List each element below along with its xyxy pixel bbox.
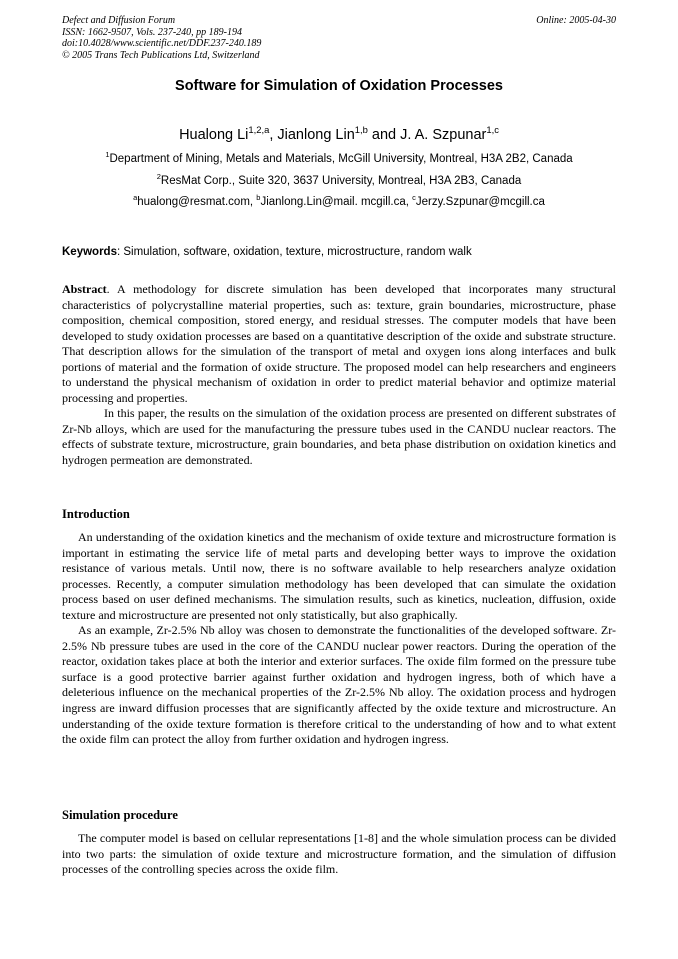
email-line	[0, 193, 678, 208]
abstract-paragraph-1	[62, 282, 616, 406]
affiliation-1	[0, 150, 678, 165]
abstract-section	[62, 282, 616, 469]
section-heading-introduction: Introduction	[62, 507, 130, 521]
email-text: hualong@resmat.com,	[137, 196, 257, 208]
author-name: J. A. Szpunar	[400, 127, 487, 143]
introduction-paragraph-2: As an example, Zr-2.5% Nb alloy was chosen to demonstrate the functionalities of the developed software. Zr-2.5% Nb pressure tubes are used in the core of the CANDU nuclear power reactors. During the operation of the reactor, oxidation takes place at both the interior and exterior surfaces. The oxide film formed on the pressure tube surface is a good protective barrier against further oxidation and hydrogen ingress, both of which have a deleterious influence on the mechanical properties of the Zr-2.5% Nb alloy. The oxidation process and hydrogen ingress are inward diffusion processes that are significantly affected by the oxide texture and microstructure. An understanding of the oxide texture formation is therefore critical to the understanding of how and to what extent the oxide film can protect the alloy from further oxidation and hydrogen ingress.	[62, 623, 616, 747]
introduction-paragraph-1: An understanding of the oxidation kinetics and the mechanism of oxide texture and microstructure formation is important in estimating the service life of metal parts and developing better ways to improve the oxidation resistance of various metals. Until now, there is no software available to help researchers analyze oxidation processes. Recently, a computer simulation methodology has been developed that can simulate the oxidation process based on user defined mechanisms. The simulation results, such as kinetics, nucleation, diffusion, oxide texture and microstructure are presented not only statistically, but also graphically.	[62, 530, 616, 622]
keywords-label: Keywords	[62, 246, 117, 258]
affiliation-superscript: 2	[156, 172, 161, 182]
author-name: Hualong Li	[179, 127, 249, 143]
keywords-text: : Simulation, software, oxidation, texture, microstructure, random walk	[116, 246, 472, 258]
affiliation-text: Department of Mining, Metals and Materials, McGill University, Montreal, H3A 2B2, Canada	[109, 153, 573, 165]
email-text: Jianlong.Lin@mail. mcgill.ca,	[260, 196, 413, 208]
email-superscript: a	[133, 193, 138, 203]
author-list	[0, 124, 678, 143]
journal-name: Defect and Diffusion Forum	[62, 15, 176, 26]
affiliation-2	[0, 172, 678, 187]
simulation-paragraph-1: The computer model is based on cellular representations [1-8] and the whole simulation process can be divided into two parts: the simulation of oxide texture and microstructure formation, and the simulation of diffusion processes of the controlling species across the oxide film.	[62, 831, 616, 877]
author-superscript: 1,2,a	[248, 124, 270, 136]
copyright-line: © 2005 Trans Tech Publications Ltd, Switzerland	[62, 49, 260, 61]
author-separator: ,	[269, 127, 278, 143]
introduction-section	[62, 530, 616, 748]
affiliation-superscript: 1	[105, 150, 110, 160]
abstract-label: Abstract	[62, 282, 107, 296]
email-text: Jerzy.Szpunar@mcgill.ca	[415, 196, 545, 208]
author-name: Jianlong Lin	[277, 127, 355, 143]
affiliation-text: ResMat Corp., Suite 320, 3637 University, Montreal, H3A 2B3, Canada	[160, 175, 522, 187]
email-superscript: c	[412, 193, 416, 203]
abstract-paragraph-2: In this paper, the results on the simulation of the oxidation process are presented on different substrates of Zr-Nb alloys, which are used for the manufacturing the pressure tubes used in the CANDU nuclear reactors. The effects of substrate texture, microstructure, grain boundaries, and beta phase distribution on oxidation kinetics and hydrogen permeation are demonstrated.	[62, 406, 616, 468]
author-separator: and	[367, 127, 401, 143]
online-date: Online: 2005-04-30	[536, 15, 616, 26]
journal-header	[62, 15, 616, 61]
section-heading-simulation: Simulation procedure	[62, 808, 178, 822]
issn-line: ISSN: 1662-9507, Vols. 237-240, pp 189-194	[62, 26, 242, 38]
author-superscript: 1,c	[486, 124, 499, 136]
author-superscript: 1,b	[354, 124, 368, 136]
abstract-text: . A methodology for discrete simulation has been developed that incorporates many structural characteristics of polycrystalline material properties, such as: texture, grain boundaries, microstructure, phase composition, chemical composition, stored energy, and residual stresses. The computer models that have been developed to study oxidation processes are based on a quantitative description of the oxide and substrate structure. That description allows for the simulation of the transport of metal and oxygen ions along interfaces and bulk portions of material and the formation of oxide structure. The proposed model can help researchers and engineers to understand the physical mechanism of oxidation in order to predict material behavior and optimize material processing and properties.	[62, 282, 616, 405]
email-superscript: b	[256, 193, 261, 203]
keywords-line	[62, 246, 616, 258]
simulation-section	[62, 831, 616, 878]
paper-title: Software for Simulation of Oxidation Processes	[175, 78, 503, 94]
doi-line: doi:10.4028/www.scientific.net/DDF.237-240.189	[62, 38, 262, 49]
